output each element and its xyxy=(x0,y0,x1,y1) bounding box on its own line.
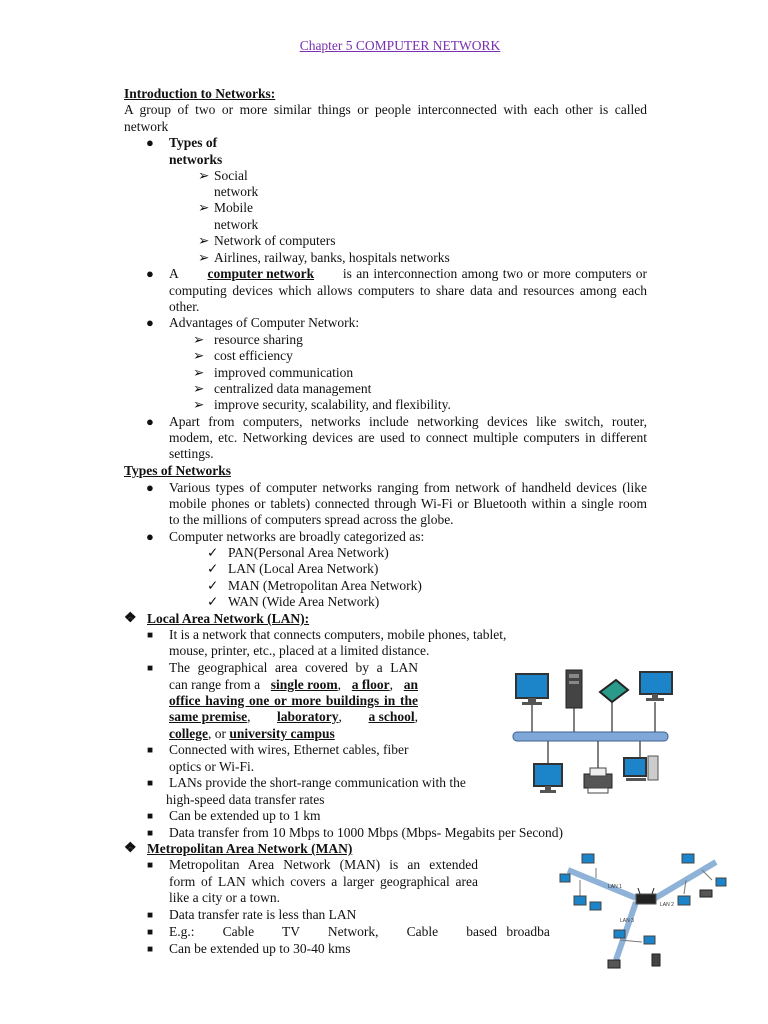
types-label-2: networks xyxy=(169,152,223,167)
advantage-item: improve security, scalability, and flexibility. xyxy=(214,397,451,412)
bullet-icon: ● xyxy=(146,315,154,330)
social-l2: network xyxy=(214,184,259,199)
college-term: college xyxy=(169,726,208,741)
lan-p2-l4: same premise, laboratory, a school, xyxy=(169,709,418,724)
backbone-cables xyxy=(568,862,716,960)
bullet-icon: ● xyxy=(146,135,154,150)
router-icon xyxy=(636,888,656,904)
types-heading: Types of Networks xyxy=(124,463,231,478)
or-text: or xyxy=(214,726,226,741)
arrow-bullet-icon: ➢ xyxy=(193,348,205,363)
arrow-bullet-icon: ➢ xyxy=(198,168,210,183)
network-type-item: LAN (Local Area Network) xyxy=(228,561,379,576)
arrow-bullet-icon: ➢ xyxy=(198,200,210,215)
advantage-item: resource sharing xyxy=(214,332,303,347)
lan-p4-l2: high-speed data transfer rates xyxy=(166,792,325,807)
bullet-icon: ● xyxy=(146,529,154,544)
bullet-icon: ● xyxy=(146,266,154,281)
arrow-bullet-icon: ➢ xyxy=(193,397,205,412)
man-diagram xyxy=(556,850,728,980)
man-p1-l2: form of LAN which covers a larger geographical area xyxy=(169,874,478,889)
cn-a: A xyxy=(169,266,179,281)
check-icon: ✓ xyxy=(207,578,219,593)
square-bullet-icon: ■ xyxy=(147,630,154,641)
man-heading: Metropolitan Area Network (MAN) xyxy=(147,841,353,856)
premise-term: same premise xyxy=(169,709,248,724)
apart-line-1: Apart from computers, networks include networking devices like switch, router, xyxy=(169,414,647,429)
network-type-item: MAN (Metropolitan Area Network) xyxy=(228,578,422,593)
man-p3: E.g.: Cable TV Network, Cable based broadba xyxy=(169,924,550,939)
lan-p3-l1: Connected with wires, Ethernet cables, fiber xyxy=(169,742,409,757)
lan-p2-l2: can range from a single room, a floor, an xyxy=(169,677,418,692)
advantage-item: cost efficiency xyxy=(214,348,293,363)
lan3-label: LAN 3 xyxy=(620,918,634,924)
square-bullet-icon: ■ xyxy=(147,944,154,955)
lan-p3-l2: optics or Wi-Fi. xyxy=(169,759,255,774)
laboratory-term: laboratory xyxy=(277,709,339,724)
square-bullet-icon: ■ xyxy=(147,663,154,674)
man-p4: Can be extended up to 30-40 kms xyxy=(169,941,351,956)
intro-line-2: network xyxy=(124,119,169,134)
square-bullet-icon: ■ xyxy=(147,811,154,822)
lan-p4-l1: LANs provide the short-range communication with the xyxy=(169,775,466,790)
check-icon: ✓ xyxy=(207,545,219,560)
advantage-item: centralized data management xyxy=(214,381,372,396)
lan-p5: Can be extended up to 1 km xyxy=(169,808,321,823)
advantage-item: improved communication xyxy=(214,365,354,380)
broadly-line: Computer networks are broadly categorized as: xyxy=(169,529,425,544)
computer-network-line-2: computing devices which allows computers to share data and resources among each xyxy=(169,283,647,298)
computers-item: Network of computers xyxy=(214,233,336,248)
types-label-1: Types of xyxy=(169,135,218,150)
lan-p2-l1: The geographical area covered by a LAN xyxy=(169,660,418,675)
square-bullet-icon: ■ xyxy=(147,910,154,921)
monitor-icon xyxy=(516,674,548,705)
advantages-heading: Advantages of Computer Network: xyxy=(169,315,360,330)
school-term: a school xyxy=(368,709,415,724)
printer-icon xyxy=(584,768,612,793)
intro-heading: Introduction to Networks: xyxy=(124,86,276,101)
apart-line-2: modem, etc. Networking devices are used to connect multiple computers in different xyxy=(169,430,647,445)
airlines-item: Airlines, railway, banks, hospitals networks xyxy=(214,250,450,265)
floor-term: a floor xyxy=(351,677,390,692)
mobile-l2: network xyxy=(214,217,259,232)
diamond-bullet-icon: ❖ xyxy=(124,841,137,856)
lan-p2-l5: college, or university campus xyxy=(169,726,335,741)
arrow-bullet-icon: ➢ xyxy=(198,233,210,248)
monitor-icon xyxy=(534,764,562,793)
square-bullet-icon: ■ xyxy=(147,778,154,789)
various-line-2: mobile phones or tablets) connected through Wi-Fi or Bluetooth within a single room xyxy=(169,496,647,511)
check-icon: ✓ xyxy=(207,594,219,609)
university-term: university campus xyxy=(229,726,335,741)
computer-icon xyxy=(624,756,658,781)
man-p1-l1: Metropolitan Area Network (MAN) is an extended xyxy=(169,857,478,872)
lan-p1-l2: mouse, printer, etc., placed at a limited distance. xyxy=(169,643,430,658)
cn-term: computer network xyxy=(207,266,315,281)
bullet-icon: ● xyxy=(146,480,154,495)
lan-diagram xyxy=(508,664,678,800)
lan-p2-l3: office having one or more buildings in the xyxy=(169,693,418,708)
server-tower-icon xyxy=(566,670,582,708)
diamond-bullet-icon: ❖ xyxy=(124,611,137,626)
man-p2: Data transfer rate is less than LAN xyxy=(169,907,357,922)
lan-heading: Local Area Network (LAN): xyxy=(147,611,310,626)
single-room-term: single room xyxy=(270,677,338,692)
various-line-1: Various types of computer networks ranging from network of handheld devices (like xyxy=(169,480,647,495)
lan-p2-text: can range from a xyxy=(169,677,261,692)
square-bullet-icon: ■ xyxy=(147,927,154,938)
monitor-icon xyxy=(640,672,672,701)
square-bullet-icon: ■ xyxy=(147,745,154,756)
network-type-item: PAN(Personal Area Network) xyxy=(228,545,389,560)
mobile-l1: Mobile xyxy=(214,200,253,215)
arrow-bullet-icon: ➢ xyxy=(193,381,205,396)
computer-network-line-3: other. xyxy=(169,299,200,314)
network-type-item: WAN (Wide Area Network) xyxy=(228,594,380,609)
arrow-bullet-icon: ➢ xyxy=(193,365,205,380)
lan2-label: LAN 2 xyxy=(660,902,674,908)
check-icon: ✓ xyxy=(207,561,219,576)
arrow-bullet-icon: ➢ xyxy=(193,332,205,347)
an-term: an xyxy=(403,677,418,692)
cn-rest: is an interconnection among two or more computers or xyxy=(342,266,647,281)
arrow-bullet-icon: ➢ xyxy=(198,250,210,265)
chapter-title: Chapter 5 COMPUTER NETWORK xyxy=(299,38,501,53)
various-line-3: to the millions of computers spread across the globe. xyxy=(169,512,454,527)
computer-network-line-1 xyxy=(169,266,647,282)
lan1-label: LAN 1 xyxy=(608,884,622,890)
social-l1: Social xyxy=(214,168,248,183)
bullet-icon: ● xyxy=(146,414,154,429)
square-bullet-icon: ■ xyxy=(147,860,154,871)
tablet-icon xyxy=(600,680,628,702)
lan-p1-l1: It is a network that connects computers, mobile phones, tablet, xyxy=(169,627,507,642)
square-bullet-icon: ■ xyxy=(147,828,154,839)
apart-line-3: settings. xyxy=(169,446,214,461)
lan-p6: Data transfer from 10 Mbps to 1000 Mbps (Mbps- Megabits per Second) xyxy=(169,825,564,840)
intro-line-1: A group of two or more similar things or people interconnected with each other is called xyxy=(124,102,647,117)
man-p1-l3: like a city or a town. xyxy=(169,890,280,905)
